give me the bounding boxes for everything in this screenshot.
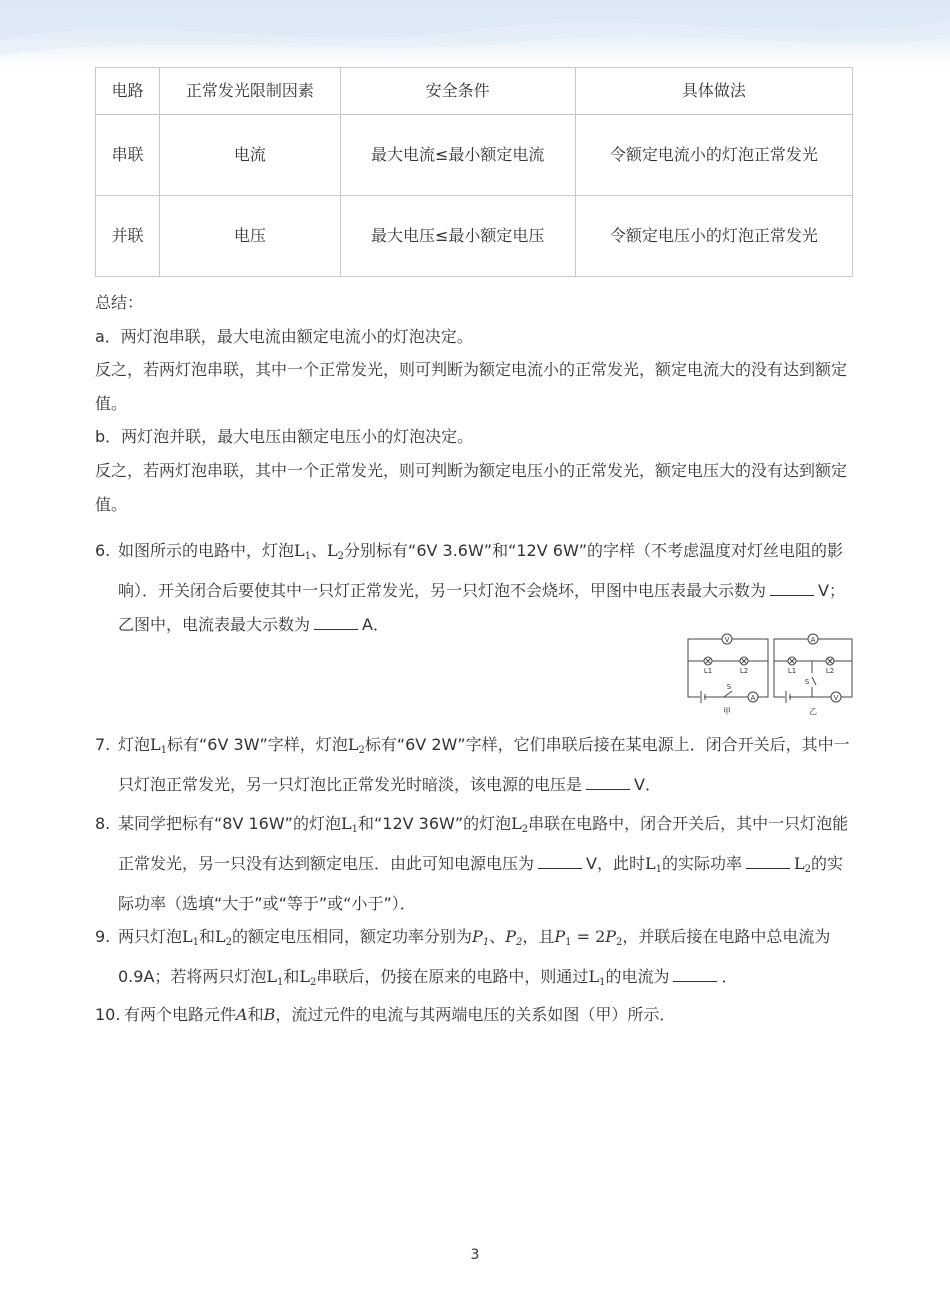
switch-label: S bbox=[726, 683, 732, 691]
circuit-jia bbox=[688, 634, 768, 703]
lamp-symbol: $L_1$ bbox=[588, 967, 606, 988]
question-text-part: V；乙图中，电流表最大示数为 bbox=[118, 581, 845, 634]
power-symbol: $P_2$ bbox=[505, 927, 523, 948]
switch-label: S bbox=[804, 678, 810, 686]
answer-blank[interactable] bbox=[746, 850, 790, 869]
question-number: 10. bbox=[95, 1005, 121, 1024]
summary-point-a: a．两灯泡串联，最大电流由额定电流小的灯泡决定。 bbox=[95, 327, 473, 346]
question-text bbox=[118, 920, 855, 1000]
power-symbol: $P_1$ bbox=[472, 927, 490, 948]
question-text-part: 和“12V 36W”的灯泡 bbox=[357, 814, 512, 833]
answer-blank[interactable] bbox=[314, 611, 358, 630]
ammeter-label: A bbox=[750, 694, 756, 702]
lamp-symbol: $L_1$ bbox=[150, 735, 168, 756]
question-number: 6. bbox=[95, 541, 111, 560]
question-text-part: V，此时 bbox=[586, 854, 645, 873]
lamp-symbol: $L_1$ bbox=[182, 927, 200, 948]
answer-blank[interactable] bbox=[673, 963, 717, 982]
table-header-cell: 电路 bbox=[96, 68, 160, 115]
question-text-part: 和 bbox=[199, 927, 216, 946]
question-text-part: ，且 bbox=[522, 927, 555, 946]
question-9 bbox=[95, 920, 855, 1000]
question-text-part: 如图所示的电路中，灯泡 bbox=[118, 541, 295, 560]
voltmeter-label: V bbox=[724, 636, 730, 644]
summary-point-b: b．两灯泡并联，最大电压由额定电压小的灯泡决定。 bbox=[95, 427, 474, 446]
lamp-symbol: $L_1$ bbox=[294, 541, 312, 562]
circuit-diagram bbox=[686, 633, 856, 719]
table-cell: 最大电压≤最小额定电压 bbox=[340, 196, 575, 277]
question-number: 9. bbox=[95, 927, 111, 946]
question-text-part: 和 bbox=[283, 967, 300, 986]
question-text bbox=[124, 998, 855, 1032]
table-cell: 并联 bbox=[96, 196, 160, 277]
question-text-part: 灯泡 bbox=[118, 735, 151, 754]
lamp-symbol: $L_2$ bbox=[347, 735, 365, 756]
question-text-part: 的额定电压相同，额定功率分别为 bbox=[232, 927, 473, 946]
summary-table bbox=[95, 67, 853, 277]
component-symbol: B bbox=[263, 1005, 276, 1024]
lamp2-label: L2 bbox=[825, 667, 835, 675]
question-10 bbox=[95, 998, 855, 1032]
question-text-part: 、 bbox=[311, 541, 328, 560]
question-text-part: ，并联后接在电路中总电流为0.9A；若将两只灯泡 bbox=[118, 927, 831, 986]
question-text bbox=[118, 728, 855, 802]
component-symbol: A bbox=[236, 1005, 248, 1024]
lamp-symbol: $L_1$ bbox=[340, 814, 358, 835]
lamp-symbol: $L_2$ bbox=[215, 927, 233, 948]
summary-point-b-inverse: 反之，若两灯泡串联，其中一个正常发光，则可判断为额定电压小的正常发光，额定电压大的没有达到额定值。 bbox=[95, 461, 848, 514]
voltmeter-label: V bbox=[833, 694, 839, 702]
table-header-cell: 安全条件 bbox=[340, 68, 575, 115]
equation: $P_1 = 2P_2$ bbox=[554, 927, 623, 948]
figure-label-yi: 乙 bbox=[809, 707, 817, 716]
question-number: 8. bbox=[95, 814, 111, 833]
summary-point-a-inverse: 反之，若两灯泡串联，其中一个正常发光，则可判断为额定电流小的正常发光，额定电流大的没有达到额定值。 bbox=[95, 360, 848, 413]
circuit-yi bbox=[774, 634, 852, 703]
lamp-symbol: $L_2$ bbox=[793, 854, 811, 875]
question-text-part: 、 bbox=[489, 927, 506, 946]
table-cell: 串联 bbox=[96, 115, 160, 196]
question-text-part: ，流过元件的电流与其两端电压的关系如图（甲）所示． bbox=[275, 1005, 676, 1024]
answer-blank[interactable] bbox=[770, 577, 814, 596]
question-text-part: 和 bbox=[247, 1005, 264, 1024]
question-text-part: 的电流为 bbox=[605, 967, 670, 986]
wave-decoration bbox=[0, 0, 950, 68]
lamp-symbol: $L_1$ bbox=[266, 967, 284, 988]
question-text-part: 某同学把标有“8V 16W”的灯泡 bbox=[118, 814, 341, 833]
question-text-part: 的实际功率（选填“大于”或“等于”或“小于”）． bbox=[118, 854, 843, 913]
question-text-part: 分别标有“6V 3.6W”和“12V 6W”的字样（不考虑温度对灯丝电阻的影响）．开关闭合后要使其中一只灯正常发光，另一只灯泡不会烧坏，甲图中电压表最大示数为 bbox=[118, 541, 844, 600]
lamp1-label: L1 bbox=[703, 667, 713, 675]
question-7 bbox=[95, 728, 855, 802]
page-number: 3 bbox=[470, 1247, 480, 1263]
table-cell: 最大电流≤最小额定电流 bbox=[340, 115, 575, 196]
table-header-cell: 具体做法 bbox=[575, 68, 852, 115]
question-text-part: 标有“6V 3W”字样，灯泡 bbox=[167, 735, 348, 754]
question-number: 7. bbox=[95, 735, 111, 754]
question-6 bbox=[95, 534, 855, 642]
figure-label-jia: 甲 bbox=[723, 707, 731, 716]
lamp-symbol: $L_2$ bbox=[299, 967, 317, 988]
table-cell: 令额定电压小的灯泡正常发光 bbox=[575, 196, 852, 277]
table-row bbox=[96, 196, 853, 277]
question-8 bbox=[95, 807, 855, 921]
lamp-symbol: $L_1$ bbox=[644, 854, 662, 875]
table-cell: 电压 bbox=[160, 196, 340, 277]
table-header-cell: 正常发光限制因素 bbox=[160, 68, 340, 115]
table-cell: 令额定电流小的灯泡正常发光 bbox=[575, 115, 852, 196]
question-text-part: 有两个电路元件 bbox=[124, 1005, 237, 1024]
header-banner bbox=[0, 0, 950, 68]
question-text-part: 标有“6V 2W”字样，它们串联后接在某电源上．闭合开关后，其中一只灯泡正常发光，另一只灯泡比正常发光时暗淡，该电源的电压是 bbox=[118, 735, 850, 794]
lamp1-label: L1 bbox=[787, 667, 797, 675]
table-cell: 电流 bbox=[160, 115, 340, 196]
question-text-part: 两只灯泡 bbox=[118, 927, 183, 946]
question-text-part: ． bbox=[721, 967, 738, 986]
lamp2-label: L2 bbox=[739, 667, 749, 675]
summary-title: 总结： bbox=[95, 293, 144, 312]
question-text bbox=[118, 534, 855, 642]
table-header-row bbox=[96, 68, 853, 115]
question-text-part: 的实际功率 bbox=[661, 854, 742, 873]
question-text-part: A． bbox=[362, 615, 389, 634]
question-text bbox=[118, 807, 855, 921]
question-text-part: V． bbox=[634, 775, 661, 794]
ammeter-label: A bbox=[810, 636, 816, 644]
question-text-part: 串联后，仍接在原来的电路中，则通过 bbox=[316, 967, 589, 986]
table-row bbox=[96, 115, 853, 196]
lamp-symbol: $L_2$ bbox=[327, 541, 345, 562]
lamp-symbol: $L_2$ bbox=[511, 814, 529, 835]
answer-blank[interactable] bbox=[586, 771, 630, 790]
answer-blank[interactable] bbox=[538, 850, 582, 869]
question-text-part: 串联在电路中，闭合开关后，其中一只灯泡能正常发光，另一只没有达到额定电压．由此可知电源电压为 bbox=[118, 814, 849, 873]
